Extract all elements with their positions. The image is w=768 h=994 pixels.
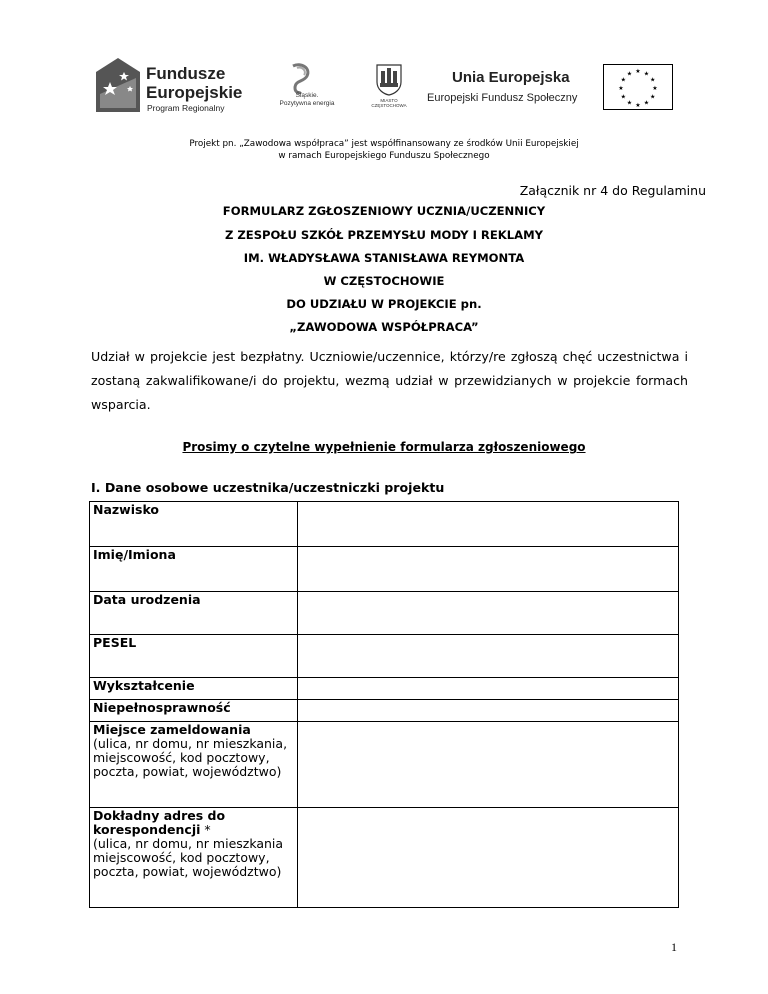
registered-address-field[interactable] <box>298 722 679 808</box>
row-label-cell: Data urodzenia <box>90 592 298 635</box>
education-field[interactable] <box>298 678 679 700</box>
form-title-line-3: IM. WŁADYSŁAWA STANISŁAWA REYMONTA <box>243 251 525 265</box>
table-row <box>90 678 679 700</box>
page-number: 1 <box>671 940 677 954</box>
fundusze-europejskie-title: Fundusze Europejskie <box>146 64 243 102</box>
pesel-field[interactable] <box>298 635 679 678</box>
svg-text:★: ★ <box>650 76 656 84</box>
correspondence-address-field[interactable] <box>298 808 679 908</box>
svg-text:★: ★ <box>618 85 624 92</box>
svg-text:★: ★ <box>620 76 626 84</box>
table-row <box>90 547 679 592</box>
disability-field[interactable] <box>298 700 679 722</box>
row-label-cell: PESEL <box>90 635 298 678</box>
table-row <box>90 700 679 722</box>
section-title-personal-data: I. Dane osobowe uczestnika/uczestniczki projektu <box>91 480 445 495</box>
row-label-cell: Niepełnosprawność <box>90 700 298 722</box>
project-cofinancing-note: Projekt pn. „Zawodowa współpraca” jest współfinansowany ze środków Unii Europejskiej w ramach Europejskiego Funduszu Społecznego <box>189 139 579 161</box>
ue-logo-title: Unia Europejska <box>452 69 570 86</box>
city-logo-text: MIASTO CZĘSTOCHOWA <box>371 98 407 108</box>
svg-text:★: ★ <box>635 102 641 109</box>
table-row <box>90 808 679 908</box>
ue-logo-subtitle: Europejski Fundusz Społeczny <box>427 92 578 104</box>
row-label-cell: Imię/Imiona <box>90 547 298 592</box>
svg-text:★: ★ <box>620 93 626 101</box>
personal-data-table <box>89 501 679 908</box>
first-names-field[interactable] <box>298 547 679 592</box>
eu-flag-icon <box>603 64 673 110</box>
svg-text:★: ★ <box>643 99 650 107</box>
surname-field[interactable] <box>298 502 679 547</box>
table-row <box>90 502 679 547</box>
city-coat-of-arms-icon <box>376 64 402 96</box>
row-label-cell: Miejsce zameldowania (ulica, nr domu, nr mieszkania, miejscowość, kod pocztowy, poczta, powiat, województwo) <box>90 722 298 808</box>
table-row <box>90 592 679 635</box>
row-label-cell: Wykształcenie <box>90 678 298 700</box>
birth-date-field[interactable] <box>298 592 679 635</box>
svg-text:★: ★ <box>626 70 633 78</box>
intro-paragraph: Udział w projekcie jest bezpłatny. Uczniowie/uczennice, którzy/re zgłoszą chęć uczestnictwa i zostaną zakwalifikowane/i do projektu, wezmą udział w przewidzianych w projekcie formach wsparcia. <box>91 349 688 412</box>
annex-label: Załącznik nr 4 do Regulaminu <box>519 183 706 198</box>
svg-text:★: ★ <box>635 68 641 75</box>
svg-text:★: ★ <box>652 85 658 92</box>
fill-instruction: Prosimy o czytelne wypełnienie formularza zgłoszeniowego <box>182 440 586 454</box>
form-title-line-1: FORMULARZ ZGŁOSZENIOWY UCZNIA/UCZENNICY <box>222 204 546 218</box>
form-title-line-6: „ZAWODOWA WSPÓŁPRACA” <box>289 320 479 334</box>
svg-text:★: ★ <box>650 93 656 101</box>
slaskie-logo-text: Śląskie. Pozytywna energia <box>279 92 335 107</box>
row-label-cell: Nazwisko <box>90 502 298 547</box>
form-title-line-4: W CZĘSTOCHOWIE <box>323 274 445 288</box>
table-row <box>90 722 679 808</box>
fundusze-europejskie-logo-icon <box>96 58 140 112</box>
fundusze-europejskie-subtitle: Program Regionalny <box>147 103 225 113</box>
row-label-cell: Dokładny adres do korespondencji * (ulica, nr domu, nr mieszkania miejscowość, kod pocztowy, poczta, powiat, województwo) <box>90 808 298 908</box>
svg-text:★: ★ <box>626 99 633 107</box>
form-title-line-2: Z ZESPOŁU SZKÓŁ PRZEMYSŁU MODY I REKLAMY <box>224 228 544 242</box>
svg-text:★: ★ <box>643 70 650 78</box>
table-row <box>90 635 679 678</box>
form-title-line-5: DO UDZIAŁU W PROJEKCIE pn. <box>286 297 482 311</box>
